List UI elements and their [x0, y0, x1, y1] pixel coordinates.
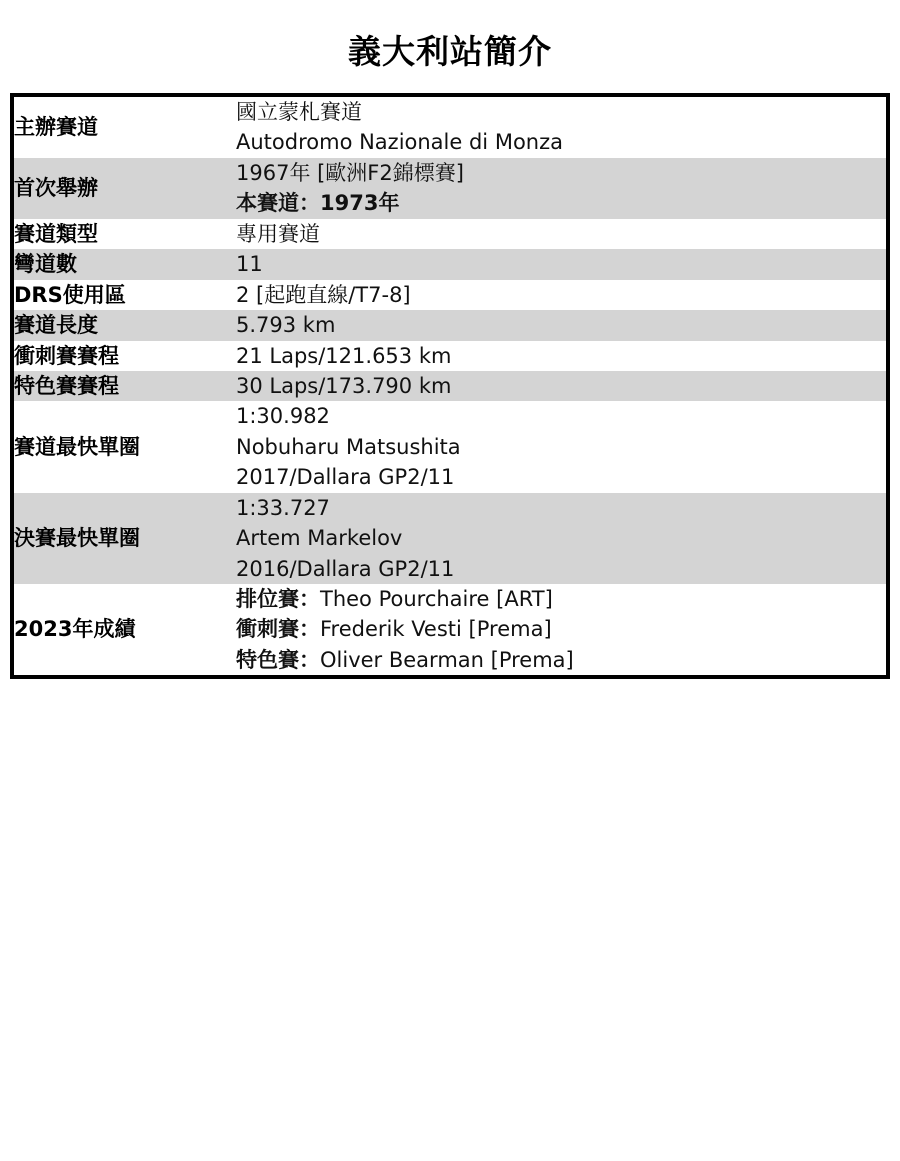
table-body	[14, 97, 886, 675]
circuit-info-table	[14, 97, 886, 675]
row-value	[236, 341, 886, 371]
table-row	[14, 310, 886, 340]
row-value-line: 國立蒙札賽道	[236, 100, 362, 124]
row-value-line: 2 [起跑直線/T7-8]	[236, 282, 411, 307]
row-value-line: 11	[236, 252, 263, 277]
row-value	[236, 249, 886, 279]
row-value-line: 1967年 [歐洲F2錦標賽]	[236, 160, 464, 185]
row-value-line: 1:30.982	[236, 404, 330, 429]
table-row	[14, 371, 886, 401]
row-value-line: 本賽道：1973年	[236, 191, 400, 216]
row-label: 特色賽賽程	[14, 373, 119, 398]
table-row	[14, 341, 886, 371]
row-value-line: 5.793 km	[236, 313, 336, 338]
row-value-line: 專用賽道	[236, 221, 320, 246]
row-value-line: 21 Laps/121.653 km	[236, 343, 452, 368]
table-row	[14, 493, 886, 584]
row-value-line: 30 Laps/173.790 km	[236, 373, 452, 398]
page-title: 義大利站簡介	[348, 32, 552, 71]
table-row	[14, 280, 886, 310]
row-label: 衝刺賽賽程	[14, 343, 119, 368]
row-value-line-rest: Theo Pourchaire [ART]	[320, 587, 553, 611]
row-value	[236, 219, 886, 249]
row-value-line: 1:33.727	[236, 495, 330, 520]
row-value-line-rest: Frederik Vesti [Prema]	[320, 617, 552, 642]
row-value-line	[236, 645, 886, 675]
row-value-line: 2016/Dallara GP2/11	[236, 556, 455, 581]
row-value	[236, 401, 886, 492]
table-row	[14, 401, 886, 492]
row-label: DRS使用區	[14, 282, 126, 307]
row-value	[236, 493, 886, 584]
row-value	[236, 584, 886, 675]
row-label: 賽道最快單圈	[14, 434, 140, 459]
row-label: 首次舉辦	[14, 176, 98, 201]
row-value-line: Nobuharu Matsushita	[236, 434, 461, 459]
row-value-line: Autodromo Nazionale di Monza	[236, 130, 563, 155]
row-value-line	[236, 614, 886, 644]
row-value-line: 2017/Dallara GP2/11	[236, 465, 455, 490]
row-value-line-prefix: 特色賽：	[236, 647, 320, 672]
table-row	[14, 97, 886, 158]
table-row	[14, 158, 886, 219]
row-value	[236, 158, 886, 219]
table-row	[14, 249, 886, 279]
row-value	[236, 280, 886, 310]
row-label: 決賽最快單圈	[14, 526, 140, 551]
row-value-line-prefix: 衝刺賽：	[236, 617, 320, 642]
row-value	[236, 310, 886, 340]
circuit-info-table-wrap	[10, 93, 890, 679]
row-value-line: Artem Markelov	[236, 526, 403, 551]
row-label: 主辦賽道	[14, 115, 98, 140]
table-row	[14, 219, 886, 249]
table-row	[14, 584, 886, 675]
row-label: 彎道數	[14, 252, 77, 277]
row-label: 賽道長度	[14, 313, 98, 338]
row-value	[236, 97, 886, 158]
row-value-line-prefix: 排位賽：	[236, 587, 320, 611]
row-value-line	[236, 584, 886, 614]
row-label: 2023年成績	[14, 617, 136, 642]
row-value-line-rest: Oliver Bearman [Prema]	[320, 647, 574, 672]
row-value	[236, 371, 886, 401]
row-label: 賽道類型	[14, 221, 98, 246]
